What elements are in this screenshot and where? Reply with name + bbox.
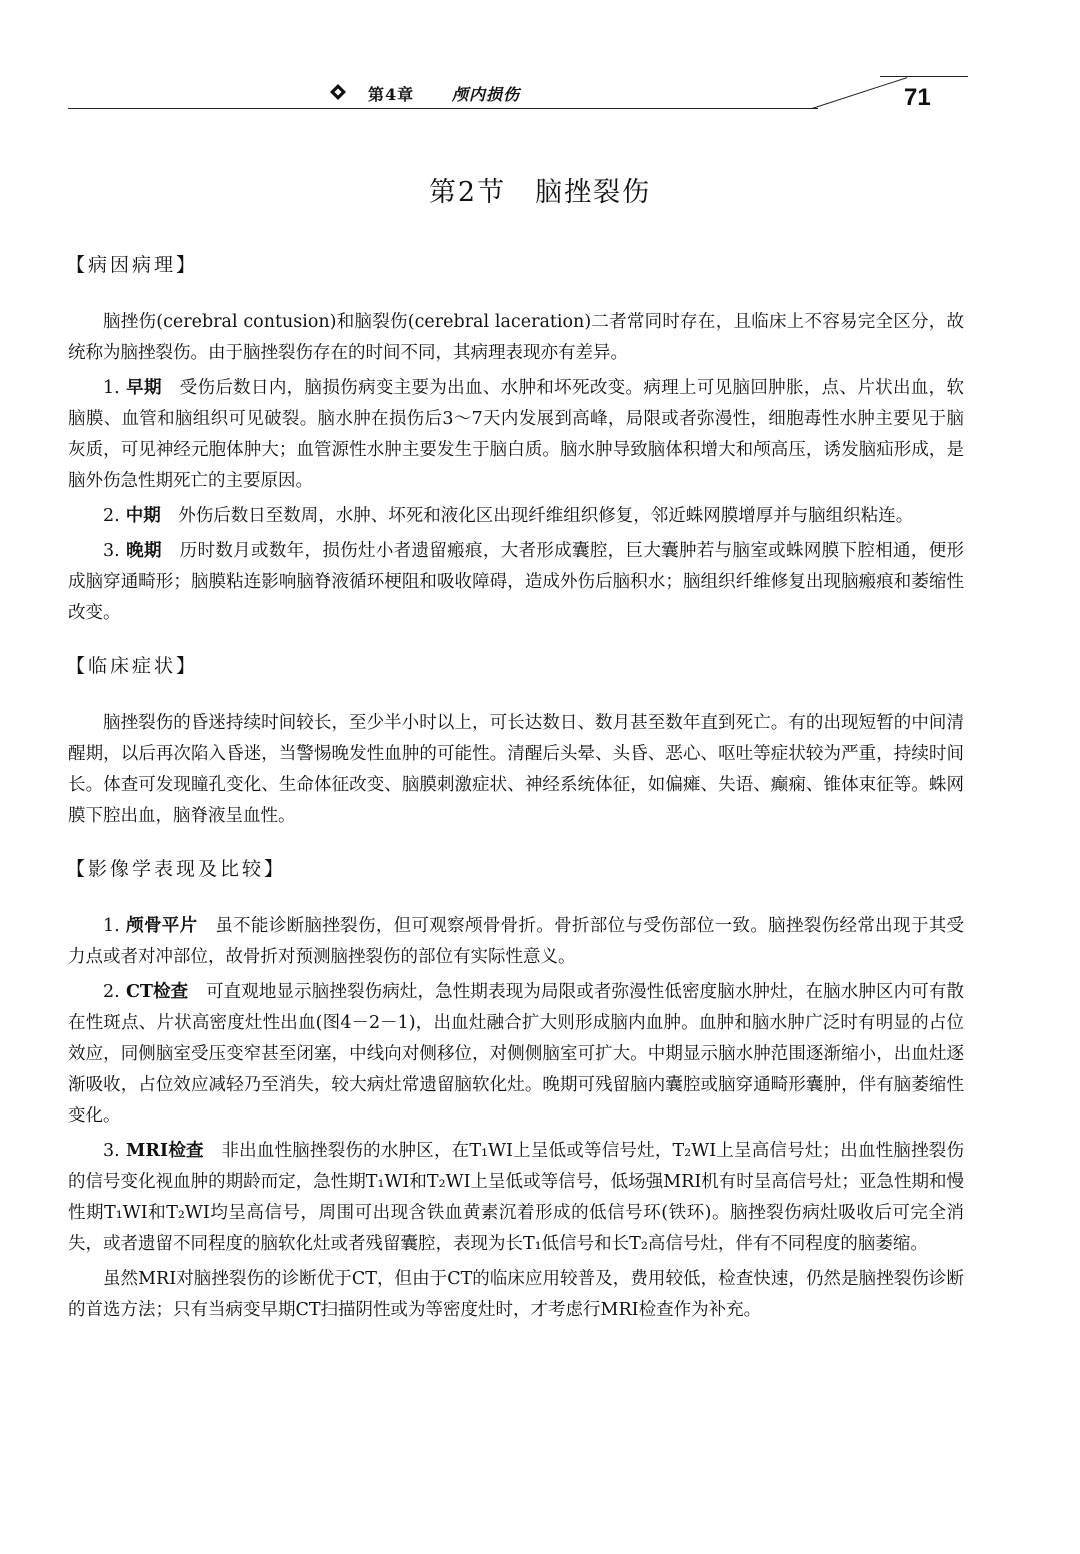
- header-rule: [68, 108, 818, 109]
- item-label-text: 颅骨平片: [126, 916, 198, 936]
- header-rule-top: [880, 76, 968, 77]
- item-number: 2.: [103, 506, 120, 526]
- paragraph: [68, 911, 964, 973]
- paragraph-text: 虽然MRI对脑挫裂伤的诊断优于CT，但由于CT的临床应用较普及，费用较低，检查快速，仍然是脑挫裂伤诊断的首选方法；只有当病变早期CT扫描阴性或为等密度灶时，才考虑行MRI检查作为补充。: [68, 1269, 964, 1320]
- item-label: [103, 506, 161, 526]
- item-number: 1.: [103, 378, 120, 398]
- body-text: [68, 250, 964, 1330]
- diamond-bullet-icon: [330, 84, 346, 100]
- item-number: 3.: [103, 1141, 120, 1161]
- paragraph-text: 历时数月或数年，损伤灶小者遗留瘢痕，大者形成囊腔，巨大囊肿若与脑室或蛛网膜下腔相通，便形成脑穿通畸形；脑膜粘连影响脑脊液循环梗阻和吸收障碍，造成外伤后脑积水；脑组织纤维修复出现脑瘢痕和萎缩性改变。: [68, 541, 965, 623]
- paragraph: [68, 1264, 964, 1326]
- paragraph: [68, 307, 964, 369]
- item-label: [103, 378, 162, 398]
- paragraph-text: 虽不能诊断脑挫裂伤，但可观察颅骨骨折。骨折部位与受伤部位一致。脑挫裂伤经常出现于其受力点或者对冲部位，故骨折对预测脑挫裂伤的部位有实际性意义。: [68, 916, 965, 967]
- item-label: [103, 916, 197, 936]
- paragraph-text: 脑挫裂伤的昏迷持续时间较长，至少半小时以上，可长达数日、数月甚至数年直到死亡。有的出现短暂的中间清醒期，以后再次陷入昏迷，当警惕晚发性血肿的可能性。清醒后头晕、头昏、恶心、呕吐等症状较为严重，持续时间长。体查可发现瞳孔变化、生命体征改变、脑膜刺激症状、神经系统体征，如偏瘫、失语、癫痫、锥体束征等。蛛网膜下腔出血，脑脊液呈血性。: [68, 713, 964, 826]
- item-number: 1.: [103, 916, 120, 936]
- item-label-text: MRI检查: [126, 1141, 204, 1161]
- paragraph: [68, 373, 964, 497]
- paragraph: [68, 977, 964, 1132]
- item-label: [103, 982, 188, 1002]
- section-title: 第2节 脑挫裂伤: [428, 177, 652, 208]
- section-heading: 【影像学表现及比较】: [66, 858, 287, 880]
- item-label-text: CT检查: [125, 982, 189, 1002]
- paragraph-text: 脑挫伤(cerebral contusion)和脑裂伤(cerebral laceration)二者常同时存在，且临床上不容易完全区分，故统称为脑挫裂伤。由于脑挫裂伤存在的时间不同，其病理表现亦有差异。: [68, 312, 964, 363]
- item-label-text: 早期: [126, 378, 162, 398]
- paragraph-text: 受伤后数日内，脑损伤病变主要为出血、水肿和坏死改变。病理上可见脑回肿胀，点、片状出血，软脑膜、血管和脑组织可见破裂。脑水肿在损伤后3～7天内发展到高峰，局限或者弥漫性，细胞毒性水肿主要见于脑灰质，可见神经元胞体肿大；血管源性水肿主要发生于脑白质。脑水肿导致脑体积增大和颅高压，诱发脑疝形成，是脑外伤急性期死亡的主要原因。: [68, 378, 965, 491]
- header-rule-slant: [812, 77, 907, 109]
- chapter-title: 颅内损伤: [452, 85, 521, 104]
- section-heading: 【病因病理】: [66, 254, 199, 276]
- paragraph: [68, 501, 964, 532]
- paragraph: [68, 536, 964, 629]
- item-label: [103, 1141, 204, 1161]
- item-number: 3.: [103, 541, 120, 561]
- section-heading: 【临床症状】: [66, 655, 199, 677]
- paragraph-text: 外伤后数日至数周，水肿、坏死和液化区出现纤维组织修复，邻近蛛网膜增厚并与脑组织粘连。: [178, 506, 914, 526]
- item-label: [103, 541, 162, 561]
- item-label-text: 中期: [125, 506, 161, 526]
- chapter-number: 第4章: [368, 85, 415, 104]
- item-number: 2.: [103, 982, 120, 1002]
- running-header: [68, 70, 968, 120]
- item-label-text: 晚期: [126, 541, 162, 561]
- paragraph-text: 可直观地显示脑挫裂伤病灶，急性期表现为局限或者弥漫性低密度脑水肿灶，在脑水肿区内可有散在性斑点、片状高密度灶性出血(图4－2－1)，出血灶融合扩大则形成脑内血肿。血肿和脑水肿广泛时有明显的占位效应，同侧脑室受压变窄甚至闭塞，中线向对侧移位，对侧侧脑室可扩大。中期显示脑水肿范围逐渐缩小，出血灶逐渐吸收，占位效应减轻乃至消失，较大病灶常遗留脑软化灶。晚期可残留脑内囊腔或脑穿通畸形囊肿，伴有脑萎缩性变化。: [68, 982, 965, 1126]
- paragraph-text: 非出血性脑挫裂伤的水肿区，在T₁WI上呈低或等信号灶，T₂WI上呈高信号灶；出血性脑挫裂伤的信号变化视血肿的期龄而定，急性期T₁WI和T₂WI上呈低或等信号，低场强MRI机有时呈高信号灶；亚急性期和慢性期T₁WI和T₂WI均呈高信号，周围可出现含铁血黄素沉着形成的低信号环(铁环)。脑挫裂伤病灶吸收后可完全消失，或者遗留不同程度的脑软化灶或者残留囊腔，表现为长T₁低信号和长T₂高信号灶，伴有不同程度的脑萎缩。: [68, 1141, 965, 1254]
- paragraph: [68, 1136, 964, 1260]
- paragraph: [68, 708, 964, 832]
- page-number: 71: [904, 84, 931, 111]
